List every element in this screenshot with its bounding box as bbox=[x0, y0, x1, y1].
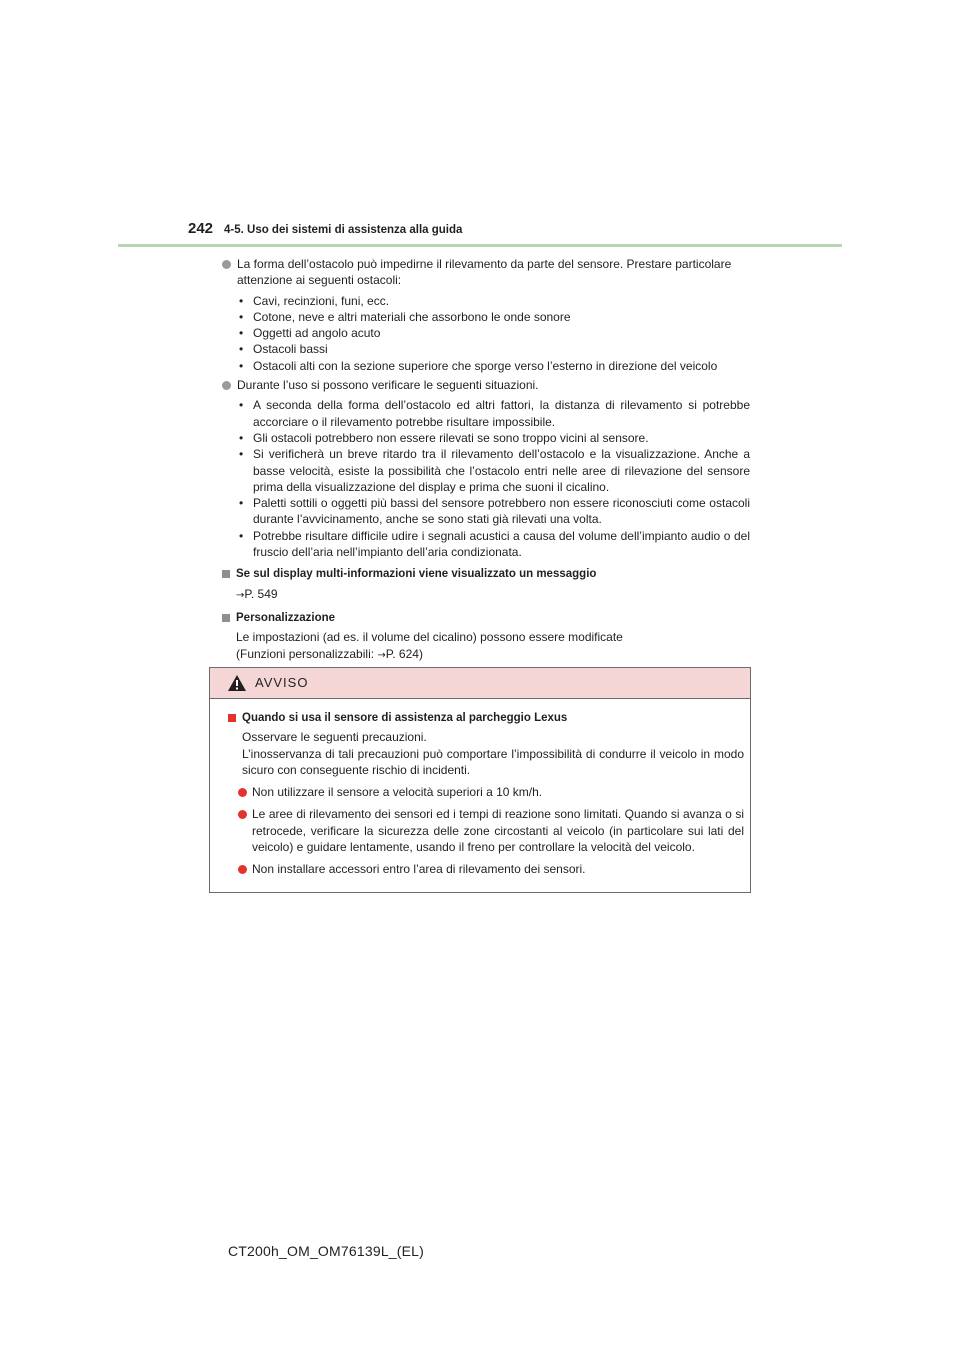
list-item: • Cavi, recinzioni, funi, ecc. bbox=[237, 293, 750, 309]
arrow-right-icon: → bbox=[236, 589, 245, 601]
list-item: • Ostacoli alti con la sezione superiore che sporge verso l’esterno in direzione del veicolo bbox=[237, 358, 750, 374]
page-number: 242 bbox=[188, 220, 214, 237]
multi-info-heading: Se sul display multi-informazioni viene visualizzato un messaggio bbox=[222, 566, 750, 582]
list-item: • Si verificherà un breve ritardo tra il rilevamento dell’ostacolo e la visualizzazione. Anche a basse velocità, esiste la possibilità che l’ostacolo entri nelle aree di rilevazione del sensore prima della visualizzazione del display e prima che suoni il cicalino. bbox=[237, 446, 750, 495]
list-item: • Ostacoli bassi bbox=[237, 341, 750, 357]
bullet-dot-icon bbox=[222, 381, 231, 390]
customization-line: Le impostazioni (ad es. il volume del cicalino) possono essere modificate bbox=[236, 630, 623, 645]
situations-list bbox=[237, 397, 750, 560]
multi-info-ref[interactable] bbox=[222, 586, 750, 604]
arrow-right-icon: → bbox=[377, 649, 386, 661]
document-code: CT200h_OM_OM76139L_(EL) bbox=[228, 1243, 425, 1259]
list-item: • Paletti sottili o oggetti più bassi del sensore potrebbero non essere riconosciuti come ostacoli durante l’avvicinamento, anche se sono stati già rilevati una volta. bbox=[237, 495, 750, 528]
list-item: • Gli ostacoli potrebbero non essere rilevati se sono troppo vicini al sensore. bbox=[237, 430, 750, 446]
square-bullet-icon bbox=[222, 570, 230, 578]
bullet-dot-icon bbox=[222, 260, 231, 269]
square-bullet-icon bbox=[228, 714, 236, 722]
warning-item: Le aree di rilevamento dei sensori ed i tempi di reazione sono limitati. Quando si avanza o si retrocede, verificare la sicurezza delle zone circostanti al veicolo (in particolare sui lati del veicolo) e guidare lentamente, usando il freno per controllare la velocità del veicolo. bbox=[238, 806, 744, 855]
warning-body bbox=[228, 710, 744, 878]
bullet-text: Durante l’uso si possono verificare le seguenti situazioni. bbox=[237, 378, 539, 393]
main-content bbox=[222, 256, 750, 664]
bullet-dot-icon bbox=[238, 788, 247, 797]
page-header bbox=[188, 220, 848, 244]
square-bullet-icon bbox=[222, 614, 230, 622]
bullet-dot-icon bbox=[238, 865, 247, 874]
customization-body bbox=[222, 629, 750, 664]
warning-item: Non utilizzare il sensore a velocità superiori a 10 km/h. bbox=[238, 784, 744, 800]
warning-item: Non installare accessori entro l’area di rilevamento dei sensori. bbox=[238, 861, 744, 877]
warning-intro: Osservare le seguenti precauzioni. L’inosservanza di tali precauzioni può comportare l’impossibilità di condurre il veicolo in modo sicuro con conseguente rischio di incidenti. bbox=[242, 730, 744, 777]
warning-heading: Quando si usa il sensore di assistenza al parcheggio Lexus bbox=[228, 710, 744, 726]
customization-line: (Funzioni personalizzabili: →P. 624) bbox=[236, 646, 423, 661]
list-item: • Cotone, neve e altri materiali che assorbono le onde sonore bbox=[237, 309, 750, 325]
bullet-dot-icon bbox=[238, 810, 247, 819]
header-rule bbox=[118, 244, 842, 247]
bullet-situations bbox=[222, 377, 750, 393]
list-item: • A seconda della forma dell’ostacolo ed altri fattori, la distanza di rilevamento si potrebbe accorciare o il rilevamento potrebbe risultare impossibile. bbox=[237, 397, 750, 430]
warning-header bbox=[210, 668, 750, 699]
warning-triangle-icon bbox=[227, 674, 247, 692]
list-item: • Potrebbe risultare difficile udire i segnali acustici a causa del volume dell’impianto audio o del fruscio dell’aria nell’impianto dell’aria condizionata. bbox=[237, 528, 750, 561]
section-title: 4-5. Uso dei sistemi di assistenza alla guida bbox=[224, 224, 463, 236]
warning-box bbox=[209, 667, 751, 893]
customization-heading: Personalizzazione bbox=[222, 610, 750, 626]
bullet-text: La forma dell’ostacolo può impedirne il rilevamento da parte del sensore. Prestare particolare attenzione ai seguenti ostacoli: bbox=[237, 257, 732, 288]
list-item: • Oggetti ad angolo acuto bbox=[237, 325, 750, 341]
obstacle-list bbox=[237, 293, 750, 374]
page-ref-link[interactable]: P. 549 bbox=[244, 586, 278, 601]
page-ref-link[interactable]: P. 624) bbox=[385, 646, 423, 661]
warning-title: AVVISO bbox=[255, 675, 309, 690]
bullet-obstacle-shape bbox=[222, 256, 750, 289]
